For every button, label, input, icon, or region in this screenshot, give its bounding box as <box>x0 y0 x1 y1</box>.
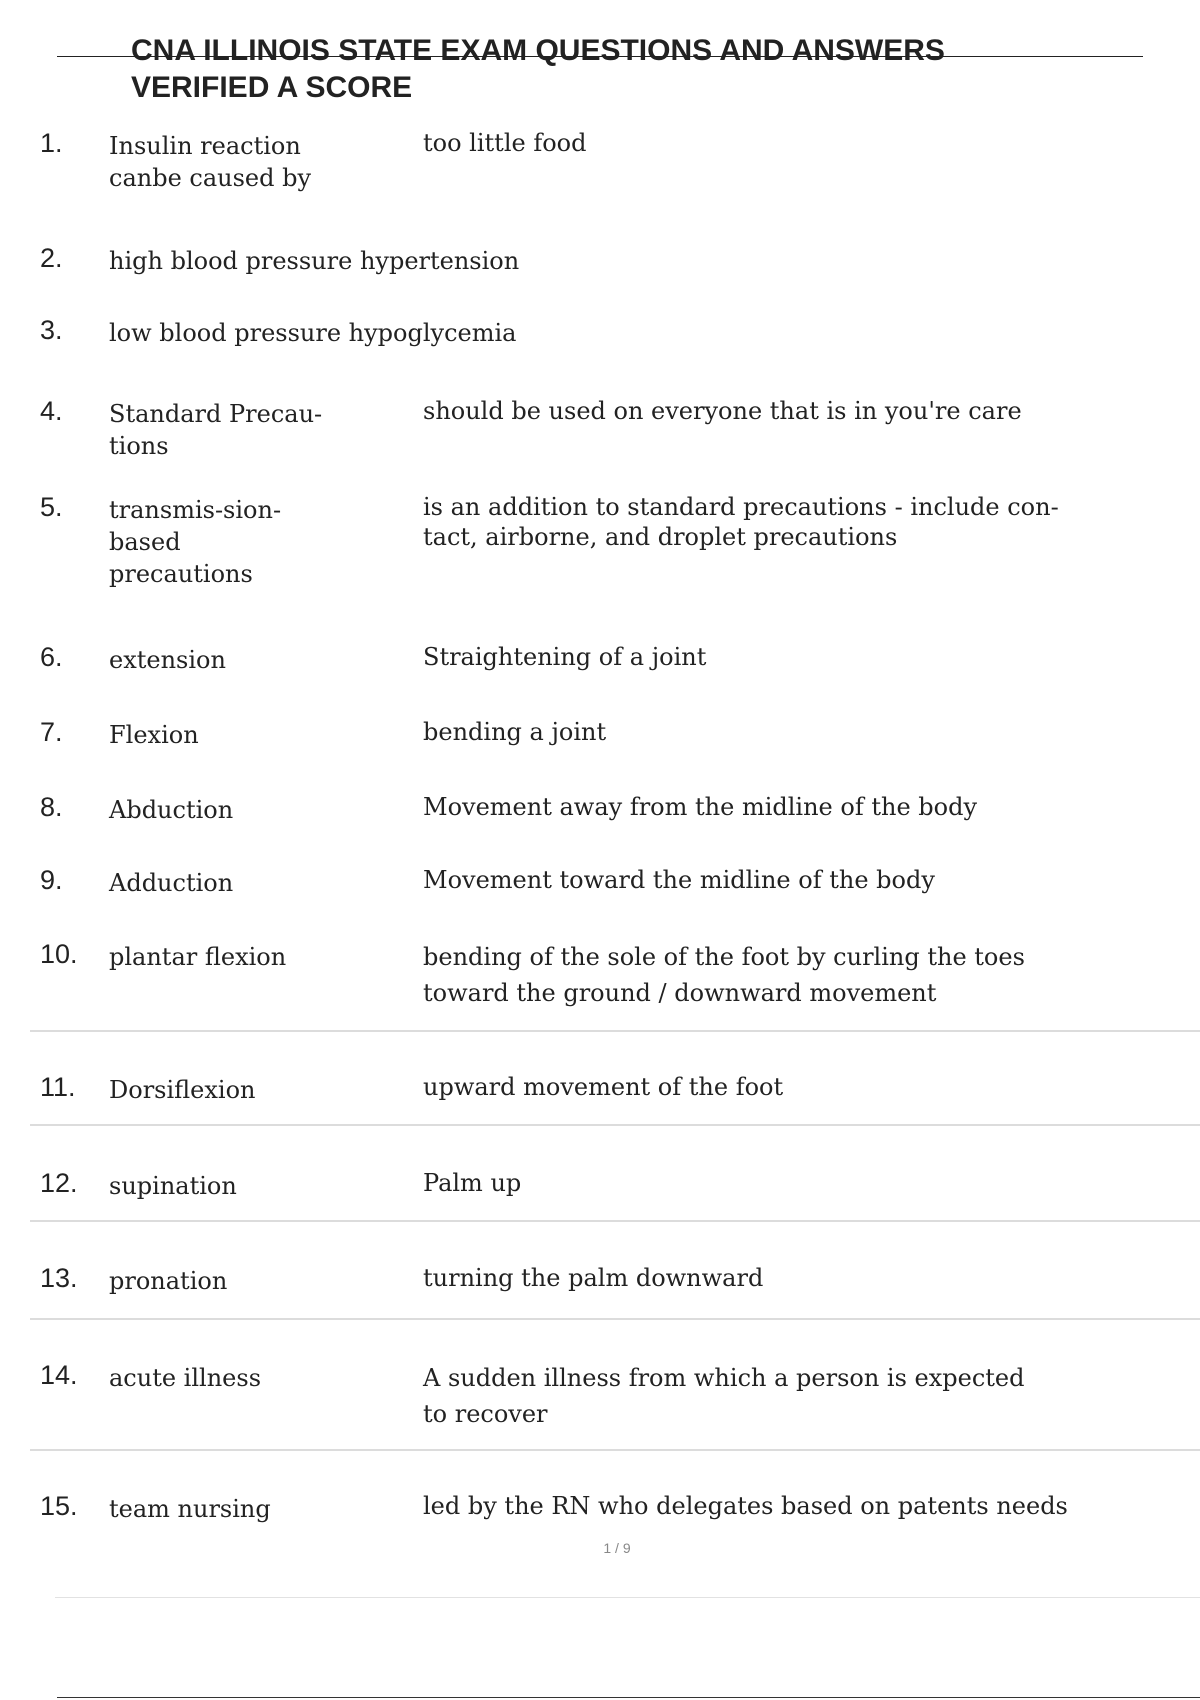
item-number: 12. <box>40 1168 78 1198</box>
page-number: 1 / 9 <box>603 1540 631 1556</box>
item-definition: A sudden illness from which a person is expected to recover <box>423 1364 1025 1428</box>
item-number: 3. <box>40 315 63 345</box>
item-definition: upward movement of the foot <box>423 1073 784 1101</box>
item-term: plantar flexion <box>109 943 287 971</box>
item-term: Adduction <box>109 869 234 897</box>
item-term: high blood pressure hypertension <box>109 247 520 275</box>
item-number: 13. <box>40 1263 78 1293</box>
row-divider <box>30 1318 1200 1320</box>
item-term: Flexion <box>109 721 199 749</box>
item-definition: Palm up <box>423 1169 522 1197</box>
item-definition: turning the palm downward <box>423 1264 764 1292</box>
item-definition: Straightening of a joint <box>423 643 707 671</box>
item-number: 10. <box>40 939 78 969</box>
item-term: supination <box>109 1172 237 1200</box>
item-term: acute illness <box>109 1364 262 1392</box>
item-definition: should be used on everyone that is in you're care <box>423 397 1022 425</box>
item-definition: bending of the sole of the foot by curling the toes toward the ground / downward movement <box>423 943 1025 1007</box>
item-number: 6. <box>40 642 63 672</box>
row-divider <box>30 1124 1200 1126</box>
page-title <box>131 32 945 106</box>
item-definition: is an addition to standard precautions - include con-tact, airborne, and droplet precautions <box>423 493 1059 551</box>
page-edge-rule <box>57 1697 1200 1698</box>
title-line-1: CNA ILLINOIS STATE EXAM QUESTIONS AND ANSWERS <box>131 34 945 67</box>
item-definition: Movement away from the midline of the body <box>423 793 978 821</box>
item-definition: bending a joint <box>423 718 607 746</box>
item-number: 2. <box>40 243 63 273</box>
item-number: 1. <box>40 128 63 158</box>
item-term: Insulin reaction canbe caused by <box>109 132 312 192</box>
item-number: 11. <box>40 1072 76 1102</box>
item-number: 8. <box>40 792 63 822</box>
row-divider <box>30 1449 1200 1451</box>
item-term: Dorsiflexion <box>109 1076 256 1104</box>
item-number: 14. <box>40 1360 78 1390</box>
item-term: extension <box>109 646 226 674</box>
page-bottom-rule <box>55 1597 1200 1598</box>
item-definition: too little food <box>423 129 587 157</box>
item-term: Standard Precau-tions <box>109 400 323 460</box>
item-number: 9. <box>40 865 63 895</box>
item-term: Abduction <box>109 796 234 824</box>
item-definition: led by the RN who delegates based on patents needs <box>423 1492 1068 1520</box>
item-number: 5. <box>40 492 63 522</box>
row-divider <box>30 1030 1200 1032</box>
item-term: low blood pressure hypoglycemia <box>109 319 517 347</box>
item-definition: Movement toward the midline of the body <box>423 866 935 894</box>
item-number: 7. <box>40 717 63 747</box>
item-number: 4. <box>40 396 63 426</box>
item-term: team nursing <box>109 1495 271 1523</box>
item-number: 15. <box>40 1491 78 1521</box>
item-term: transmis-sion-based precautions <box>109 496 282 588</box>
title-line-2: VERIFIED A SCORE <box>131 71 413 104</box>
row-divider <box>30 1220 1200 1222</box>
item-term: pronation <box>109 1267 228 1295</box>
